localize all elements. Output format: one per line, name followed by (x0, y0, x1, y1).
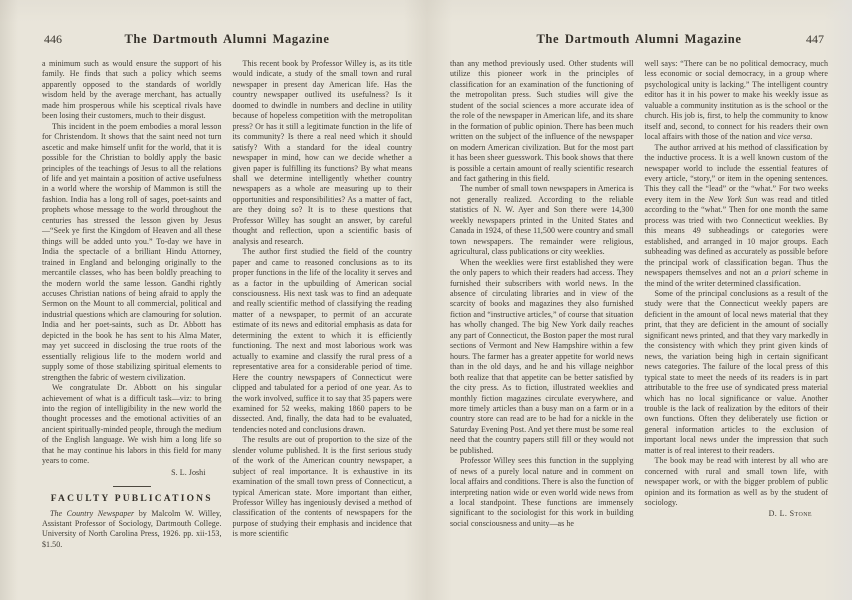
paragraph: The results are out of proportion to the size of the slender volume published. It is the first serious study of the work of the American country newspaper, a subject of real importance. It is exhaustive in its examination of the small town press of Connecticut, a typical American state. More important than either, Professor Willey has ingeniously devised a method of classification of the contents of newspapers for the purpose of studying their emphasis and incidence that is more scientific (232, 435, 412, 539)
paragraph: The book may be read with interest by all who are concerned with rural and small town life, with newspaper work, or with the bigger problem of public opinion and its formation as well as by the student of sociology. (644, 456, 828, 508)
book-citation: The Country Newspaper by Malcolm W. Willey, Assistant Professor of Sociology, Dartmouth College. University of North Carolina Press, 1926. pp. xii-153, $1.50. (42, 508, 222, 549)
paragraph: Some of the principal conclusions as a result of the study were that the Connecticut weekly papers are deficient in the amount of local news material that they print, that they are deficient in the amount of socially significant news printed, and that they vary markedly in the consistency with which they print given kinds of news, the variation being high in certain significant news categories. The failure of the local press of this typical state to meet the needs of its readers is in part attributable to the free use of syndicated press material which has no local significance or value. Another trouble is the lack of realization by the editors of their own functions. Often they deliberately use fiction or general information articles to the exclusion of important local news under the impression that such matter is of real interest to their readers. (644, 288, 828, 455)
running-title-left: The Dartmouth Alumni Magazine (124, 32, 330, 46)
paragraph: The author first studied the field of the country paper and came to reasoned conclusions as to its proper functions in the life of the locality it serves and as a factor in the upbuilding of American social consciousness. His next task was to find an adequate and really scientific method of classifying the reading matter of a newspaper, to permit of an accurate estimate of its news and editorial emphasis as data for determining the extent to which it is efficiently functioning. The next and most laborious work was actually to examine and classify the rural press of a representative area for a considerable period of time. Here the country newspapers of Connecticut were clipped and tabulated for a period of one year. As to the work involved, suffice it to say that 35 papers were examined for 52 weeks, making 1860 papers to be dissected. And, finally, the data had to be evaluated, tendencies noted and conclusions drawn. (232, 247, 412, 434)
paragraph: This recent book by Professor Willey is, as its title would indicate, a study of the small town and rural newspaper in present day American life. Has the country newspaper outlived its usefulness? Is it doomed to dwindle in numbers and decline in utility because of hopeless competition with the metropolitan press? Or has it still a legitimate function in the life of its community? Is there a real need which it should satisfy? With a standard for the ideal country newspaper in mind, how can we decide whether a given paper is fulfilling its functions? By what means shall we determine intelligently whether country newspapers as a whole are measuring up to their opportunities and responsibilities? As a matter of fact, are they doing so? It is to these questions that Professor Willey has sought an answer, by careful thought and reflection, upon a scientific basis of analysis and research. (232, 59, 412, 246)
page-447-column-1 (450, 59, 634, 529)
page-447-column-2 (645, 59, 829, 529)
paragraph: than any method previously used. Other students will utilize this pioneer work in the principles of classification for an examination of the functioning of the metropolitan press. Such studies will give the student of the social sciences a more accurate idea of the role of the newspaper in American life, and its share in the formation of public opinion. There has been much written on the subject of the influence of the newspaper on modern American civilization. But for the most part it has been sheer guesswork. This book shows that there is possible a certain amount of really scientific research and fact gathering in this field. (450, 59, 634, 183)
page-446-columns (42, 59, 412, 550)
paragraph: well says: “There can be no political democracy, much less economic or social democracy, in a group where psychological unity is lacking.” The intelligent country editor has it in his power to make his weekly issue as valuable a community institution as is the school or the church. His job is, first, to help the community to know itself and, second, to connect for his readers their own local affairs with those of the nation and vice versa. (644, 59, 828, 142)
page-446-column-1 (42, 59, 222, 550)
page-header-left (42, 32, 412, 48)
review-signature-stone: D. L. Stone (768, 509, 812, 519)
page-447-columns (450, 59, 828, 529)
paragraph: The author arrived at his method of classification by the inductive process. It is a well known custom of the newspaper world to include the essential features of every article, “story,” or item in the opening sentences. This they call the “lead” or the “what.” For two weeks every item in the New York Sun was read and titled according to the “what.” Then for one month the same process was tried with two Connecticut weeklies. By this means 49 subheadings or categories were established, and arranged in 10 major groups. Each subheading was defined as accurately as possible before the principal work of classification began. Thus the newspapers themselves and not an a priori scheme in the mind of the writer determined classification. (644, 142, 829, 288)
paragraph: This incident in the poem embodies a moral lesson for Christendom. It shows that the saint need not turn ascetic and make himself unfit for the world, that it is possible for the Christian to boldly apply the basic principles of the teachings of Jesus to all the relations of life and yet maintain a position of active usefulness in a world where the worship of Mammon is still the fashion. India has a long roll of sages, poet-saints and prophets whose message to the world throughout the centuries has stressed the lesson given by Jesus—“Seek ye first the Kingdom of Heaven and all these things will be added unto you.” To-day we have in India the spectacle of a brilliant Hindu Attorney, trained in England and belonging originally to the mercantile classes, who has been boldly preaching to the modern world the same lesson. Gandhi rightly accuses Christian nations of being afraid to apply the Sermon on the Mount to all commercial, political and industrial questions which are clamouring for solution. India and her poet-saints, such as Dr. Abbott has depicted in the book he has sent to his Alma Mater, may yet succeed in disclosing the true roots of the essentially religious life to the modern world and supply some of those stabilizing spiritual elements to strengthen the fabric of western civilization. (42, 121, 222, 382)
section-heading-faculty-publications: FACULTY PUBLICATIONS (50, 494, 213, 505)
page-446-column-2 (233, 59, 413, 550)
page-number-left: 446 (44, 32, 62, 46)
paragraph: a minimum such as would ensure the support of his family. He finds that such a policy which seems apparently opposed to the standards of worldly wisdom held by the average merchant, has actually made him prosperous while his sceptical rivals have been losing their customers, much to their disgust. (42, 59, 222, 121)
section-divider-rule (113, 486, 151, 487)
running-title-right: The Dartmouth Alumni Magazine (536, 32, 742, 46)
paragraph: The number of small town newspapers in America is not generally realized. According to the reliable statistics of N. W. Ayer and Son there were 14,300 weekly newspapers printed in the United States and Canada in 1924, of these 11,500 were country and small town newspapers. The remainder were religious, agricultural, class publications or city weeklies. (450, 184, 634, 257)
review-signature-joshi: S. L. Joshi (171, 467, 206, 477)
page-header-right (450, 32, 828, 48)
paragraph: We congratulate Dr. Abbott on his singular achievement of what is a difficult task—viz: to bring into the region of intelligibility in the new world the thought processes and the emotional activities of an ancient spiritually-minded people, through the medium of the English language. We wish him a long life so that he may continue his labors in this field for many years to come. (42, 383, 222, 466)
paragraph: Professor Willey sees this function in the supplying of news of a purely local nature and in comment on local affairs and conditions. There is also the function of interpreting nation wide or even world wide news from a local standpoint. These functions are immensely significant to the sociologist for this work in building social consciousness and unity—as he (450, 456, 634, 528)
page-number-right: 447 (806, 32, 824, 46)
paragraph: When the weeklies were first established they were the only papers to which their readers had access. They furnished their subscribers with world news. In the absence of circulating libraries and in view of the scarcity of books and magazines they also furnished fiction and “instructive articles,” of course that situation has wholly changed. The big New York daily reaches any part of Connecticut, the Boston paper the most rural sections of Vermont and New Hampshire within a few hours. The farmer has a greater appetite for world news than in the old days, and he and his village neighbor both realize that that appetite can be better satisfied by the city press. As to fiction, illustrated weeklies and monthly fiction magazines circulate everywhere, and more timely articles than a busy man on a farm or in a country store can read are to be had for a nickle in the Saturday Evening Post. And yet there must be some real need that the country papers still fill or they would not be published. (450, 257, 634, 455)
page-447 (426, 0, 852, 600)
